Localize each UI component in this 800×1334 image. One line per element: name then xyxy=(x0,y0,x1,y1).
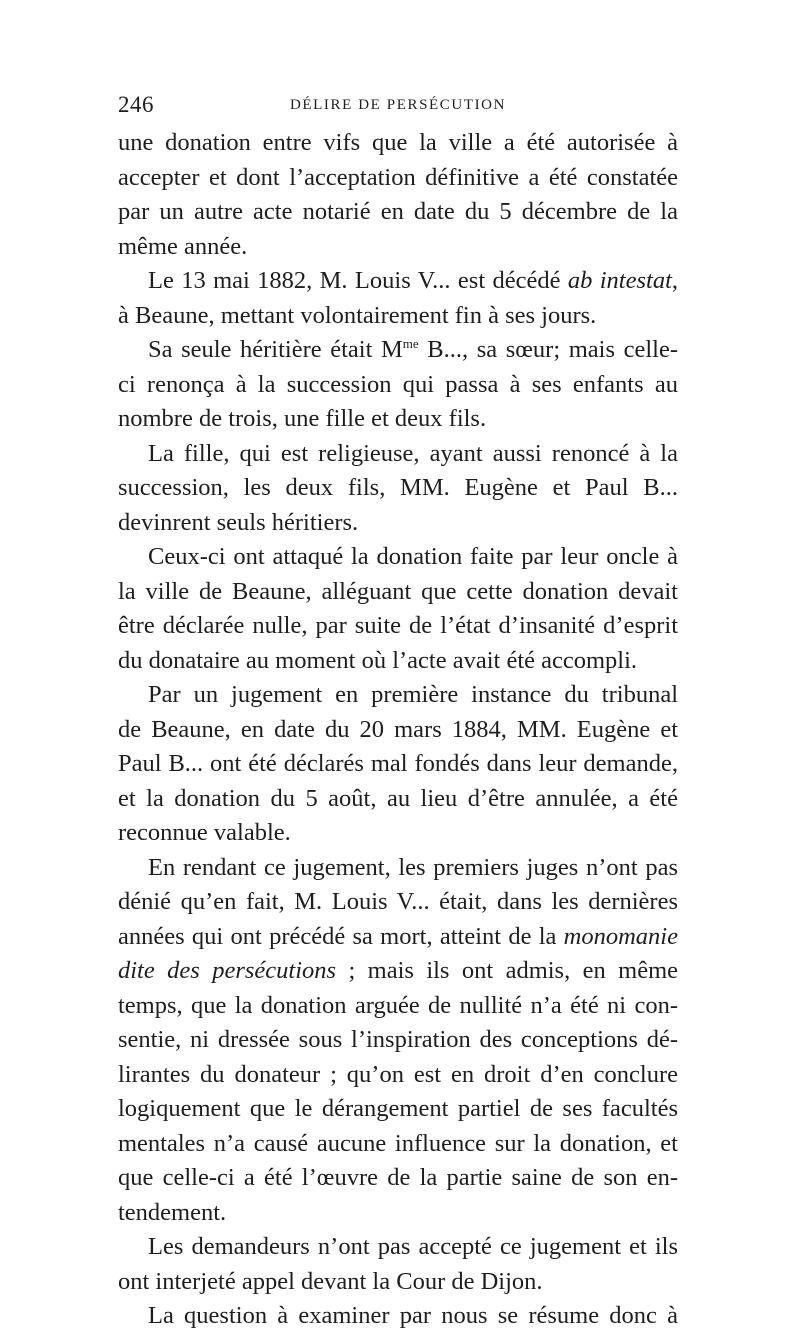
text-line: ci renonça à la succession qui passa à ses enfants au xyxy=(118,370,678,398)
text-line: succession, les deux fils, MM. Eugène et Paul B... xyxy=(118,474,678,501)
text-line: La question à examiner par nous se résume donc à xyxy=(148,1302,678,1329)
text-line: Sa seule héritière était $M^{me}$ B..., sa sœur; mais celle- xyxy=(148,336,678,363)
text-line: années qui ont précédé sa mort, atteint de la monomanie xyxy=(118,922,678,950)
text-line: devinrent seuls héritiers. xyxy=(118,508,359,536)
text-line: dite des persécutions ; mais ils ont admis, en même xyxy=(118,957,678,984)
body-text xyxy=(118,126,678,1334)
text-line: Par un jugement en première instance du tribunal xyxy=(148,681,678,708)
text-line: Ceux-ci ont attaqué la donation faite par leur oncle à xyxy=(148,543,678,570)
text-line: à Beaune, mettant volontairement fin à ses jours. xyxy=(118,301,597,329)
text-line: lirantes du donateur ; qu’on est en droit d’en conclure xyxy=(118,1060,678,1088)
text-line: En rendant ce jugement, les premiers juges n’ont pas xyxy=(148,853,678,881)
text-line: accepter et dont l’acceptation définitive a été constatée xyxy=(118,163,678,191)
text-line: La fille, qui est religieuse, ayant aussi renoncé à la xyxy=(148,439,678,467)
text-line: logiquement que le dérangement partiel de ses facultés xyxy=(118,1095,678,1122)
text-line: que celle-ci a été l’œuvre de la partie saine de son en- xyxy=(118,1164,678,1191)
text-line: la ville de Beaune, alléguant que cette donation devait xyxy=(118,577,678,605)
text-line: mentales n’a causé aucune influence sur la donation, et xyxy=(118,1129,678,1157)
text-line: temps, que la donation arguée de nullité n’a été ni con- xyxy=(118,991,678,1019)
page-header xyxy=(118,92,678,122)
text-line: ont interjeté appel devant la Cour de Dijon. xyxy=(118,1267,543,1295)
text-line: être déclarée nulle, par suite de l’état d’insanité d’esprit xyxy=(118,612,678,639)
text-line: du donataire au moment où l’acte avait été accompli. xyxy=(118,646,638,674)
text-line: reconnue valable. xyxy=(118,819,291,846)
text-line: même année. xyxy=(118,232,248,260)
text-line: par un autre acte notarié en date du 5 décembre de la xyxy=(118,198,678,225)
text-line: et la donation du 5 août, au lieu d’être annulée, a été xyxy=(118,784,678,812)
text-line: Le 13 mai 1882, M. Louis V... est décédé ab intestat, xyxy=(148,267,678,294)
text-line: sentie, ni dressée sous l’inspiration des conceptions dé- xyxy=(118,1026,678,1053)
text-line: une donation entre vifs que la ville a été autorisée à xyxy=(118,129,678,156)
text-line: nombre de trois, une fille et deux fils. xyxy=(118,405,487,432)
text-line: tendement. xyxy=(118,1198,227,1226)
text-line: de Beaune, en date du 20 mars 1884, MM. Eugène et xyxy=(118,715,678,743)
running-title: DÉLIRE DE PERSÉCUTION xyxy=(289,97,507,113)
text-line: Paul B... ont été déclarés mal fondés dans leur demande, xyxy=(118,750,678,777)
page-number: 246 xyxy=(118,92,154,117)
text-line: dénié qu’en fait, M. Louis V... était, dans les dernières xyxy=(118,888,678,915)
text-line: Les demandeurs n’ont pas accepté ce jugement et ils xyxy=(148,1233,678,1260)
